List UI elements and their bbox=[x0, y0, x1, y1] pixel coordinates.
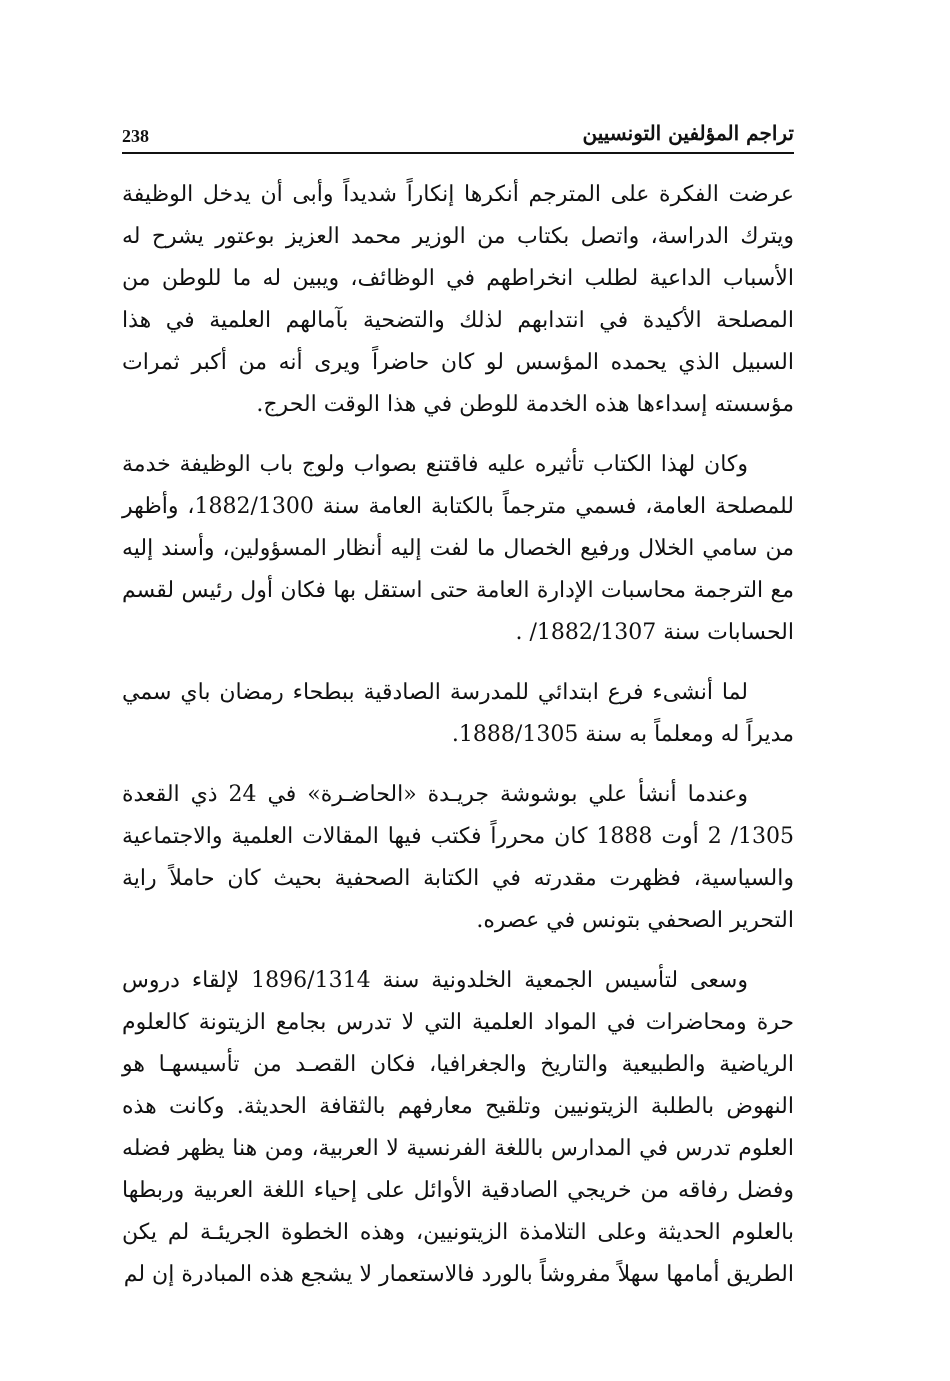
book-page bbox=[122, 118, 795, 1287]
page-number: 238 bbox=[122, 126, 149, 146]
paragraph-4: وعندما أنشأ علي بوشوشة جريـدة «الحاضـرة» في 24 ذي القعدة 1305/ 2 أوت 1888 كان محرراً فكتب فيها المقالات العلمية والاجتماعية والسياسية، فظهرت مقدرته في الكتابة الصحفية بحيث كان حاملاً راية التحرير الصحفي بتونس في عصره. bbox=[122, 782, 795, 933]
running-head-title: تراجم المؤلفين التونسيين bbox=[582, 121, 794, 145]
paragraph-5: وسعى لتأسيس الجمعية الخلدونية سنة 1896/1314 لإلقاء دروس حرة ومحاضرات في المواد العلمية التي لا تدرس بجامع الزيتونة كالعلوم الرياضية والطبيعية والتاريخ والجغرافيا، فكان القصـد من تأسيسهـا هو النهوض بالطلبة الزيتونيين وتلقيح معارفهم بالثقافة الحديثة. وكانت هذه العلوم تدرس في المدارس باللغة الفرنسية لا العربية، ومن هنا يظهر فضله وفضل رفاقه من خريجي الصادقية الأوائل على إحياء اللغة العربية وربطها بالعلوم الحديثة وعلى التلامذة الزيتونيين، وهذه الخطوة الجريئـة لم يكن الطريق أمامها سهلاً مفروشاً بالورد فالاستعمار لا يشجع هذه المبادرة إن لم bbox=[122, 968, 794, 1287]
running-header bbox=[122, 118, 794, 154]
paragraph-2: وكان لهذا الكتاب تأثيره عليه فاقتنع بصواب ولوج باب الوظيفة خدمة للمصلحة العامة، فسمي مترجماً بالكتابة العامة سنة 1882/1300، وأظهر من سامي الخلال ورفيع الخصال ما لفت إليه أنظار المسؤولين، وأسند إليه مع الترجمة محاسبات الإدارة العامة حتى استقل بها فكان أول رئيس لقسم الحسابات سنة 1882/1307/ . bbox=[122, 452, 795, 645]
paragraph-3: لما أنشىء فرع ابتدائي للمدرسة الصادقية ببطحاء رمضان باي سمي مديراً له ومعلماً به سنة 1888/1305. bbox=[122, 680, 794, 747]
paragraph-1: عرضت الفكرة على المترجم أنكرها إنكاراً شديداً وأبى أن يدخل الوظيفة ويترك الدراسة، واتصل بكتاب من الوزير محمد العزيز بوعتور يشرح له الأسباب الداعية لطلب انخراطهم في الوظائف، ويبين له ما للوطن من المصلحة الأكيدة في انتدابهم لذلك والتضحية بآمالهم العلمية في هذا السبيل الذي يحمده المؤسس لو كان حاضراً ويرى أنه من أكبر ثمرات مؤسسته إسداءها هذه الخدمة للوطن في هذا الوقت الحرج. bbox=[122, 182, 794, 417]
body-text bbox=[122, 174, 794, 1296]
